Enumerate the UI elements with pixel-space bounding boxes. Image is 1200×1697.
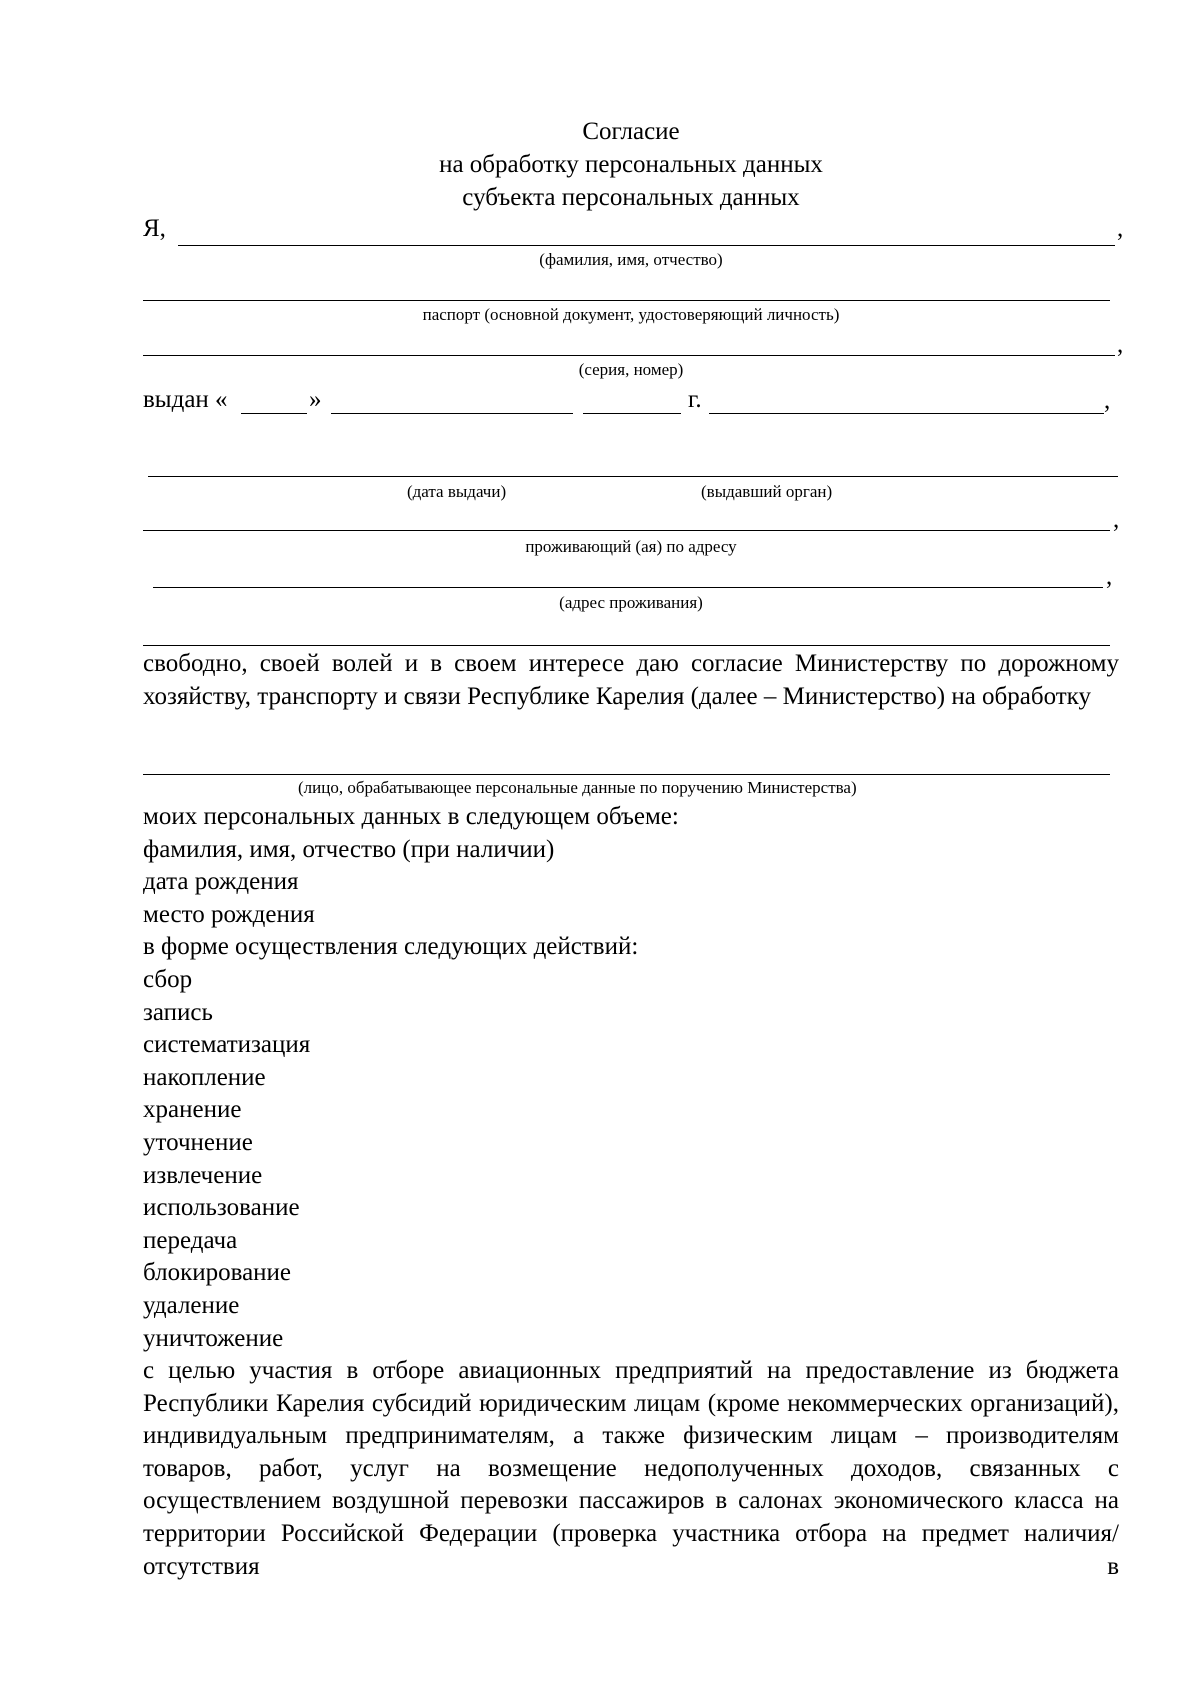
list-item: использование [143, 1194, 300, 1222]
issuer-field-line[interactable] [709, 413, 1104, 414]
list-item: удаление [143, 1291, 240, 1319]
fio-field-line[interactable] [178, 245, 1115, 246]
list-item: блокирование [143, 1259, 292, 1287]
year-label: г. [688, 386, 702, 413]
issue-day-field-line[interactable] [241, 413, 307, 414]
series-comma: , [1117, 331, 1124, 358]
issued-comma: , [1104, 387, 1111, 414]
residing-field-line[interactable] [143, 530, 1110, 531]
list-item: извлечение [143, 1161, 263, 1189]
list-item: передача [143, 1226, 238, 1254]
issuer-caption: (выдавший орган) [701, 482, 833, 501]
address-field-line[interactable] [153, 587, 1103, 588]
address-comma: , [1106, 563, 1113, 590]
consent-paragraph: свободно, своей волей и в своем интересе даю согласие Министерству по дорожному хозяйству, транспорту и связи Республике Карелия (далее – Министерство) на обработку [143, 650, 1119, 710]
list-item: уточнение [143, 1128, 253, 1156]
list-item: моих персональных данных в следующем объеме: [143, 803, 679, 830]
list-item: в форме осуществления следующих действий: [143, 933, 639, 961]
issue-date-caption: (дата выдачи) [407, 482, 507, 501]
processor-caption: (лицо, обрабатывающее персональные данные по поручению Министерства) [298, 778, 857, 797]
series-number-caption: (серия, номер) [578, 360, 684, 379]
fio-comma: , [1117, 215, 1124, 242]
extra-field-line[interactable] [143, 645, 1110, 646]
passport-caption: паспорт (основной документ, удостоверяющий личность) [422, 305, 840, 324]
list-item: дата рождения [143, 868, 299, 896]
ya-label: Я, [143, 215, 166, 242]
list-item: сбор [143, 965, 193, 993]
document-title: Согласие [582, 118, 680, 145]
data-and-actions-list [143, 801, 679, 1355]
issued-label: выдан « [143, 386, 228, 413]
address-caption: (адрес проживания) [559, 593, 703, 612]
issue-details-field-line[interactable] [148, 476, 1118, 477]
list-item: накопление [143, 1063, 266, 1091]
series-number-field-line[interactable] [143, 355, 1115, 356]
issue-month-field-line[interactable] [331, 413, 573, 414]
passport-field-line[interactable] [143, 300, 1110, 301]
list-item: хранение [143, 1096, 242, 1124]
fio-caption: (фамилия, имя, отчество) [539, 250, 723, 269]
residing-caption: проживающий (ая) по адресу [525, 537, 737, 556]
processor-field-line[interactable] [143, 774, 1110, 775]
document-subtitle-line2: субъекта персональных данных [462, 184, 800, 211]
list-item: запись [143, 998, 213, 1026]
residing-comma: , [1113, 506, 1120, 533]
document-subtitle-line1: на обработку персональных данных [439, 151, 823, 178]
issue-year-field-line[interactable] [583, 413, 681, 414]
list-item: место рождения [143, 900, 315, 928]
issued-close-quote: » [309, 386, 322, 413]
purpose-paragraph: с целью участия в отборе авиационных предприятий на предоставление из бюджета Республики Карелия субсидий юридическим лицам (кроме некоммерческих организаций), индивидуальным предпринимателям, а также физическим лицам – производителям товаров, работ, услуг на возмещение недополученных доходов, связанных с осуществлением воздушной перевозки пассажиров в салонах экономического класса на территории Российской Федерации (проверка участника отбора на предмет наличия/отсутствия в [143, 1357, 1119, 1580]
list-item: уничтожение [143, 1324, 284, 1352]
list-item: систематизация [143, 1031, 311, 1059]
list-item: фамилия, имя, отчество (при наличии) [143, 835, 555, 863]
